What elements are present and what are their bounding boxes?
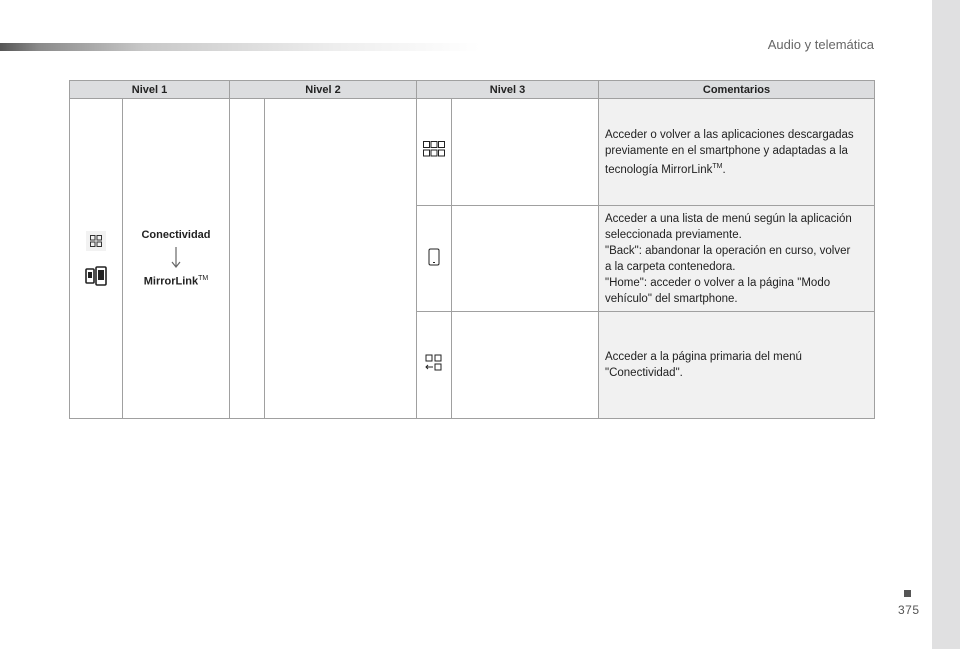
trademark-mark: TM	[712, 162, 723, 170]
page-marker	[904, 590, 911, 597]
level3-icon-cell	[417, 206, 452, 312]
page-number: 375	[898, 603, 920, 617]
column-header-nivel-3: Nivel 3	[417, 81, 599, 99]
level2-label-cell	[265, 99, 417, 419]
level3-label-cell	[452, 99, 599, 206]
menu-table	[69, 80, 875, 419]
comment-line: seleccionada previamente.	[605, 228, 742, 241]
comment-line: "Back": abandonar la operación en curso, volver	[605, 244, 851, 257]
level3-icon-cell	[417, 312, 452, 419]
comment-cell	[599, 312, 875, 419]
comment-line: "Home": acceder o volver a la página "Modo	[605, 276, 831, 289]
comment-cell	[599, 99, 875, 206]
comment-line: vehículo" del smartphone.	[605, 292, 738, 305]
column-header-nivel-2: Nivel 2	[230, 81, 417, 99]
comment-text: tecnología MirrorLink	[605, 163, 713, 176]
side-strip	[932, 0, 960, 649]
apps-grid-icon	[423, 141, 445, 163]
back-to-connectivity-icon	[423, 354, 445, 376]
level1-label-conectividad: Conectividad	[141, 229, 211, 242]
column-header-comentarios: Comentarios	[599, 81, 875, 99]
level3-label-cell	[452, 312, 599, 419]
trademark-mark: TM	[198, 275, 209, 283]
connectivity-icon	[86, 231, 106, 251]
level3-icon-cell	[417, 99, 452, 206]
level1-label-cell	[123, 99, 230, 419]
level1-icon-cell	[70, 99, 123, 419]
comment-line: Acceder a la página primaria del menú	[605, 351, 802, 363]
arrow-down-icon	[170, 247, 182, 269]
comment-cell	[599, 206, 875, 312]
comment-line: a la carpeta contenedora.	[605, 260, 736, 273]
section-title: Audio y telemática	[767, 37, 874, 52]
level3-label-cell	[452, 206, 599, 312]
column-header-nivel-1: Nivel 1	[70, 81, 230, 99]
comment-line: Acceder o volver a las aplicaciones descargadas	[605, 128, 854, 141]
comment-tail: .	[722, 163, 726, 176]
mirrorlink-text: MirrorLink	[143, 275, 199, 288]
header-gradient-bar	[0, 43, 480, 51]
mirrorlink-icon	[85, 265, 107, 287]
table-row	[70, 99, 875, 206]
table-header-row	[70, 81, 875, 99]
smartphone-icon	[423, 248, 445, 270]
comment-line	[605, 159, 864, 178]
comment-line: "Conectividad".	[605, 367, 683, 379]
level1-label-mirrorlink	[123, 275, 229, 288]
comment-line: Acceder a una lista de menú según la aplicación	[605, 212, 852, 225]
comment-line: previamente en el smartphone y adaptadas a la	[605, 144, 848, 157]
level2-icon-cell	[230, 99, 265, 419]
